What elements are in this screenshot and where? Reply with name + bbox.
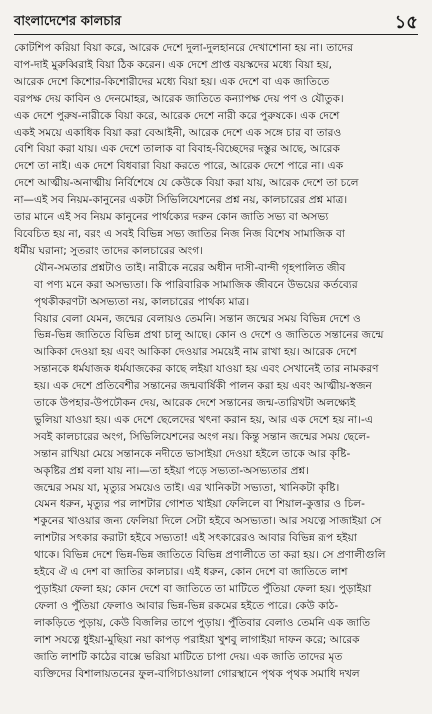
text-line: লাশটার সৎকার করাটা হইবে সভ্যতা! এই সৎকারেরও আবার বিভিন্ন রূপ হইয়া — [34, 532, 357, 545]
text-line: হয়। এক দেশে প্রতিবেশীর সন্তানের জন্মবার্ষিকী পালন করা হয় এবং আত্মীয়-স্বজন — [34, 380, 372, 393]
text-line: থাকে। বিভিন্ন দেশে ভিন্ন-ভিন্ন জাতিতে বিভিন্ন প্রণালীতে তা করা হয়। সে প্রণালীগুলি — [34, 549, 386, 562]
text-line: বরপক্ষ দেয় কাবিন ও দেনমোহর, আরেক জাতিতে কন্যাপক্ষ দেয় পণ ও যৌতুক। — [14, 92, 344, 105]
page-header — [14, 6, 418, 35]
text-line: বিবেচিত হয় না, বরং এ সবই বিভিন্ন সভ্য জাতির নিজ নিজ বিশেষ সামাজিক বা — [14, 227, 345, 240]
text-line: শকুনের খাওয়ার জন্য ফেলিয়া দিলে সেটা হইবে অসভ্যতা। আর সযত্নে সাজাইয়া সে — [34, 515, 382, 528]
text-line: যেমন ধরুন, মৃত্যুর পর লাশটার গোশত খাইয়া ফেলিলে বা শিয়াল-কুত্তার ও চিল- — [34, 498, 366, 511]
text-line: পুড়াইয়া ফেলা হয়; কোন দেশে বা জাতিতে তা মাটিতে পুঁতিয়া ফেলা হয়। পুড়াইয়া — [34, 583, 372, 595]
text-line: হইবে ঐ এ দেশ বা জাতির কালচার। এই ধরুন, কোন দেশে বা জাতিতে লাশ — [34, 566, 348, 579]
text-line: বিয়ার বেলা যেমন, জন্মের বেলায়ও তেমনি। সন্তান জন্মের সময় বিভিন্ন দেশে ও — [34, 312, 361, 325]
text-line: আকিকা দেওয়া হয় এবং আকিকা দেওয়ার সময়েই নাম রাখা হয়। আরেক দেশে — [34, 346, 357, 359]
text-line: এক দেশে পুরুষ-নারীকে বিয়া করে, আরেক দেশে নারী করে পুরুষকে। এক দেশে — [14, 109, 340, 122]
paragraph — [14, 260, 420, 311]
text-line: তার মানে এই সব নিয়ম কানুনের পার্থক্যের দরুন কোন জাতি সভ্য বা অসভ্য — [14, 211, 329, 224]
text-line: ব্যক্তিদের বিশালায়তনের ফুল-বাগিচাওয়ালা গোরস্থানে পৃথক পৃথক সমাধি দখল — [34, 667, 360, 680]
text-line: বেশি বিয়া করা যায়। এক দেশে তালাক বা বিবাহ-বিচ্ছেদের দস্তুর আছে, আরেক — [14, 143, 340, 156]
body-text — [14, 40, 420, 706]
text-line: পৃথকীকরণটা অসভ্যতা নয়, কালচারের পার্থক্য মাত্র। — [34, 295, 250, 308]
text-line: আরেক দেশে কিশোর-কিশোরীদের মধ্যে বিয়া হয়। এক দেশে বা এক জাতিতে — [14, 75, 330, 88]
page-number: ১৫ — [394, 12, 418, 33]
text-line: তাকে উপহার-উপঢৌকন দেয়, আরেক দেশে সন্তানের জন্ম-তারিখটা অলক্ষ্যেই — [34, 397, 356, 410]
text-line: লাশ সযত্নে ধুইয়া-মুছিয়া নয়া কাপড় পরাইয়া খুশবু লাগাইয়া দাফন করে; আরেক — [34, 633, 360, 646]
text-line: দেশে তা নাই। এক দেশে বিধবারা বিয়া করতে পারে, আরেক দেশে পারে না। এক — [14, 160, 344, 173]
text-line: ধর্মীয় ঘরানা; সুতরাং তাদের কালচারের অংগ। — [14, 244, 203, 257]
running-title: বাংলাদেশের কালচার — [14, 14, 122, 29]
text-line: সবই কালচারের অংগ, সিভিলিযেশনের অংগ নয়। কিন্তু সন্তান জন্মের সময় ছেলে- — [34, 430, 370, 443]
text-line: জন্মের সময় যা, মৃত্যুর সময়েও তাই। এর খানিকটা সভ্যতা, খানিকটা কৃষ্টি। — [34, 481, 340, 494]
text-line: লাকড়িতে পুড়ায়, কেউ বিজলির তাপে পুড়ায়। পুঁতিবার বেলাও তেমনি এক জাতি — [34, 616, 371, 629]
text-line: যৌন-সমতার প্রশ্নটাও তাই। নারীকে নরের অধীন দাসী-বান্দী গৃহপালিত জীব — [34, 261, 346, 274]
text-line: একই সময়ে একাধিক বিয়া করা বেআইনী, আরেক দেশে এক সঙ্গে চার বা তারও — [14, 126, 342, 139]
text-line: বাপ-দাই মুরুব্বিরাই বিয়া ঠিক করেন। এক দেশে প্রাপ্ত বয়স্কদের মধ্যে বিয়া হয়, — [14, 58, 332, 71]
text-line: ভিন্ন-ভিন্ন জাতিতে বিভিন্ন প্রথা চালু আছে। কোন ও দেশে ও জাতিতে সন্তানের জন্মে — [34, 329, 384, 342]
text-line: দেশে আত্মীয়-অনাত্মীয় নির্বিশেষে যে কেউকে বিয়া করা যায়, আরেক দেশে তা চলে — [14, 177, 359, 190]
paragraph — [14, 40, 420, 260]
text-line: সন্তানকে ধর্মযাজক ধর্মযাজকের কাছে লইয়া যাওয়া হয় এবং সেখানেই তার নামকরণ — [34, 363, 379, 376]
text-line: জাতি লাশটি কাঠের বাক্সে ভরিয়া মাটিতে চাপা দেয়। এক জাতি তাদের মৃত — [34, 650, 343, 663]
text-line: সন্তান রাখিয়া মেয়ে সন্তানকে নদীতে ভাসাইয়া দেওয়া হইলে তাকে আর কৃষ্টি- — [34, 447, 351, 460]
paragraph — [14, 480, 420, 683]
text-line: ভুলিয়া যাওয়া হয়। এক দেশে ছেলেদের খৎনা করান হয়, আর এক দেশে হয় না।-এ — [34, 413, 373, 426]
text-line: কোটশিপ করিয়া বিয়া করে, আরেক দেশে দুলা-দুলহানরে দেখাশোনা হয় না। তাদের — [14, 42, 354, 54]
text-line: না—এই সব নিয়ম-কানুনের একটা সিভিলিযেশনের প্রশ্ন নয়, কালচারের প্রশ্ন মাত্র। — [14, 194, 348, 207]
text-line: ফেলা ও পুঁতিয়া ফেলাও আবার ভিন্ন-ভিন্ন রকমের হইতে পারে। কেউ কাঠ- — [34, 599, 339, 612]
text-line: অকৃষ্টির প্রশ্ন বলা যায় না।—তা হইয়া পড়ে সভ্যতা-অসভ্যতার প্রশ্ন। — [34, 464, 309, 477]
text-line: বা পণ্য মনে করা অসভ্যতা। কি পারিবারিক সামাজিক জীবনে উভয়ের কর্তব্যের — [34, 278, 358, 291]
paragraph — [14, 311, 420, 480]
